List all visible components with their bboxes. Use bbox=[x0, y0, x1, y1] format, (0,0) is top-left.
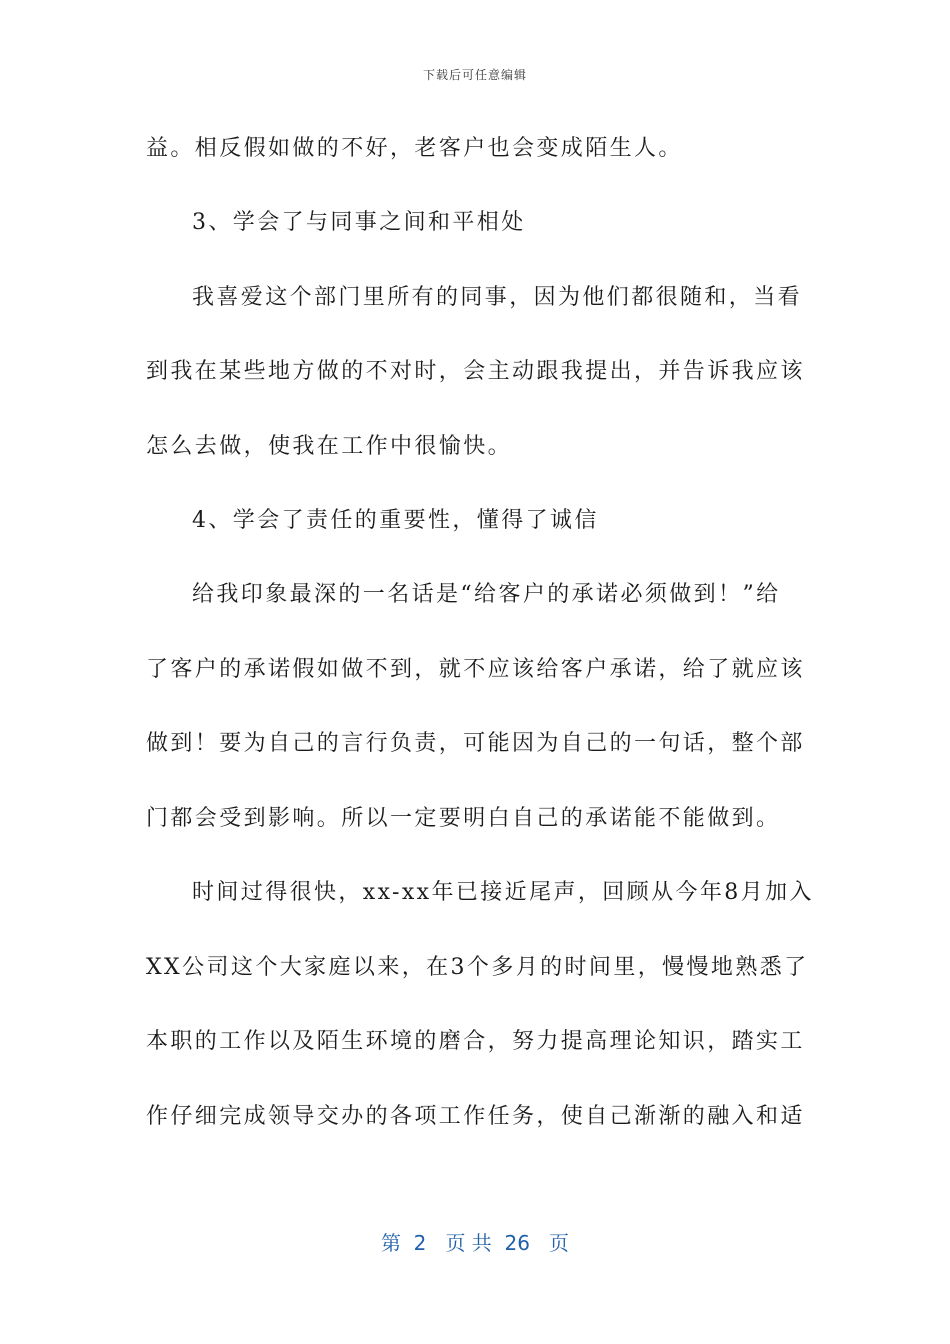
text-line: 本职的工作以及陌生环境的磨合，努力提高理论知识，踏实工 bbox=[146, 1029, 805, 1054]
text-line: 时间过得很快，xx-xx年已接近尾声，回顾从今年8月加入 bbox=[192, 880, 814, 905]
section-heading: 3、学会了与同事之间和平相处 bbox=[192, 210, 526, 235]
text-line: 怎么去做，使我在工作中很愉快。 bbox=[146, 434, 513, 459]
page-number: 第 2 页 共 26 页 bbox=[380, 1231, 570, 1255]
text-line: 做到！要为自己的言行负责，可能因为自己的一句话，整个部 bbox=[146, 731, 805, 756]
text-line: 给我印象最深的一名话是“给客户的承诺必须做到！”给 bbox=[192, 582, 781, 607]
text-line: 益。相反假如做的不好，老客户也会变成陌生人。 bbox=[146, 136, 683, 161]
text-line: 我喜爱这个部门里所有的同事，因为他们都很随和，当看 bbox=[192, 285, 803, 310]
text-line: XX公司这个大家庭以来，在3个多月的时间里，慢慢地熟悉了 bbox=[146, 955, 809, 980]
text-line: 作仔细完成领导交办的各项工作任务，使自己渐渐的融入和适 bbox=[146, 1104, 805, 1129]
text-line: 门都会受到影响。所以一定要明白自己的承诺能不能做到。 bbox=[146, 806, 781, 831]
text-line: 到我在某些地方做的不对时，会主动跟我提出，并告诉我应该 bbox=[146, 359, 805, 384]
section-heading: 4、学会了责任的重要性，懂得了诚信 bbox=[192, 508, 599, 533]
header-note: 下载后可任意编辑 bbox=[422, 68, 527, 82]
text-line: 了客户的承诺假如做不到，就不应该给客户承诺，给了就应该 bbox=[146, 657, 805, 682]
